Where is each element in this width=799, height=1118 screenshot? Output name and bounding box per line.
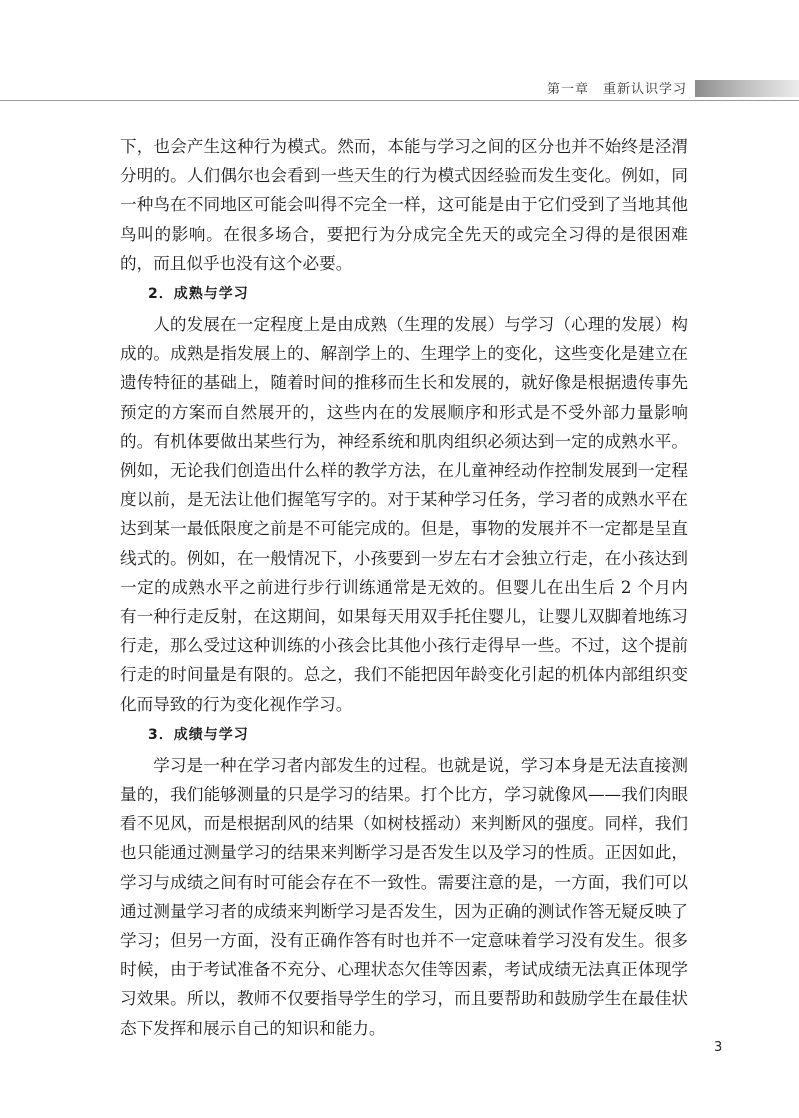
paragraph-continuation: 下，也会产生这种行为模式。然而，本能与学习之间的区分也并不始终是泾渭分明的。人们偶尔也会看到一些天生的行为模式因经验而发生变化。例如，同一种鸟在不同地区可能会叫得不完全一样，这可能是由于它们受到了当地其他鸟叫的影响。在很多场合，要把行为分成完全先天的或完全习得的是很困难的，而且似乎也没有这个必要。 — [120, 137, 688, 273]
page-body — [120, 132, 688, 1043]
paragraph-performance: 学习是一种在学习者内部发生的过程。也就是说，学习本身是无法直接测量的，我们能够测量的只是学习的结果。打个比方，学习就像风——我们肉眼看不见风，而是根据刮风的结果（如树枝摇动）来判断风的强度。同样，我们也只能通过测量学习的结果来判断学习是否发生以及学习的性质。正因如此，学习与成绩之间有时可能会存在不一致性。需要注意的是，一方面，我们可以通过测量学习者的成绩来判断学习是否发生，因为正确的测试作答无疑反映了学习；但另一方面，没有正确作答有时也并不一定意味着学习没有发生。很多时候，由于考试准备不充分、心理状态欠佳等因素，考试成绩无法真正体现学习效果。所以，教师不仅要指导学生的学习，而且要帮助和鼓励学生在最佳状态下发挥和展示自己的知识和能力。 — [120, 755, 688, 1038]
header-rule — [0, 100, 799, 101]
running-header — [0, 76, 799, 102]
chapter-title: 第一章 重新认识学习 — [546, 82, 687, 97]
header-gradient-bar — [695, 80, 799, 97]
section-heading-performance: 3．成绩与学习 — [148, 726, 249, 743]
paragraph-maturation: 人的发展在一定程度上是由成熟（生理的发展）与学习（心理的发展）构成的。成熟是指发展上的、解剖学上的、生理学上的变化，这些变化是建立在遗传特征的基础上，随着时间的推移而生长和发展的，就好像是根据遗传事先预定的方案而自然展开的，这些内在的发展顺序和形式是不受外部力量影响的。有机体要做出某些行为，神经系统和肌肉组织必须达到一定的成熟水平。例如，无论我们创造出什么样的教学方法，在儿童神经动作控制发展到一定程度以前，是无法让他们握笔写字的。对于某种学习任务，学习者的成熟水平在达到某一最低限度之前是不可能完成的。但是，事物的发展并不一定都是呈直线式的。例如，在一般情况下，小孩要到一岁左右才会独立行走，在小孩达到一定的成熟水平之前进行步行训练通常是无效的。但婴儿在出生后 2 个月内有一种行走反射，在这期间，如果每天用双手托住婴儿，让婴儿双脚着地练习行走，那么受过这种训练的小孩会比其他小孩行走得早一些。不过，这个提前行走的时间量是有限的。总之，我们不能把因年龄变化引起的机体内部组织变化而导致的行为变化视作学习。 — [120, 315, 688, 714]
section-heading-maturation: 2．成熟与学习 — [148, 286, 249, 303]
page-number: 3 — [714, 1040, 723, 1055]
